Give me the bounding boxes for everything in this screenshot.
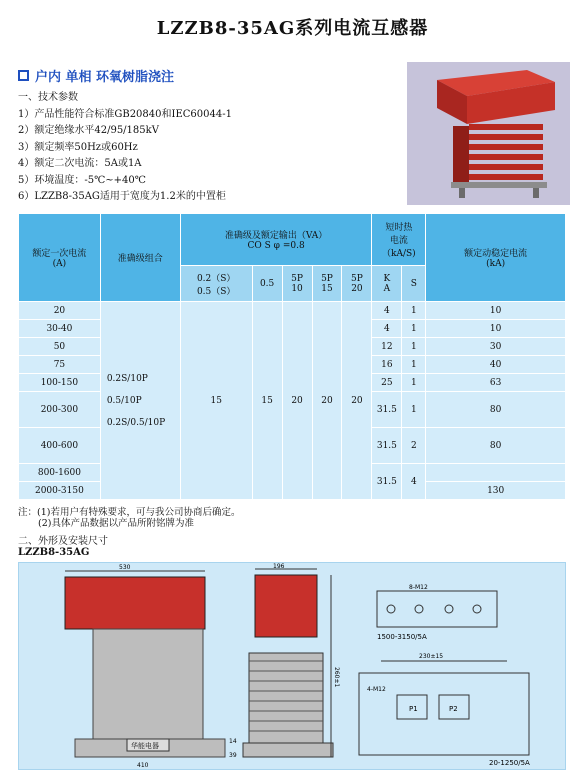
cell-dyn: 130: [426, 482, 566, 500]
side-cap: [255, 575, 317, 637]
cell-dyn: 30: [426, 338, 566, 356]
cell-ka: 12: [372, 338, 402, 356]
note-line: 注：(1)若用户有特殊要求，可与我公司协商后确定。: [18, 507, 241, 518]
cell-dyn-empty: [426, 464, 566, 482]
spec-line: 1）产品性能符合标准GB20840和IEC60044-1: [18, 108, 232, 120]
sub-5p15: [312, 266, 342, 302]
dim-39: 39: [229, 752, 237, 759]
p1-label: P1: [409, 705, 418, 713]
plate-label: 华能电器: [131, 742, 159, 750]
cell-s: 1: [402, 392, 426, 428]
transformer-image: [407, 62, 570, 205]
subtitle-text: 户内 单相 环氧树脂浇注: [35, 70, 175, 85]
cell-s: 4: [402, 464, 426, 500]
sub-label: 5P: [291, 273, 303, 284]
cell-current: 100-150: [19, 374, 101, 392]
sub-label: 20: [351, 283, 363, 294]
sub-ka: [372, 266, 402, 302]
cell-dyn: 10: [426, 302, 566, 320]
sub-02s: [180, 266, 252, 302]
header-short-time: 短时热 电流 （kA/S): [372, 214, 426, 266]
m12-label: 4-M12: [367, 686, 386, 693]
section-heading: 一、技术参数: [18, 92, 78, 103]
dim-top: 530: [119, 564, 131, 571]
cell-current: 75: [19, 356, 101, 374]
spec-line: 5）环境温度：-5℃~+40℃: [18, 174, 146, 186]
front-top-cap: [65, 577, 205, 629]
cell-current: 50: [19, 338, 101, 356]
section-heading-2: 二、外形及安装尺寸: [18, 536, 108, 547]
cell-dyn: 80: [426, 392, 566, 428]
header-output-label: 准确级及额定输出（VA）: [224, 231, 328, 241]
sub-05: 0.5: [252, 266, 282, 302]
cell-current: 400-600: [19, 428, 101, 464]
spec-line: 6）LZZB8-35AG适用于宽度为1.2米的中置柜: [18, 191, 226, 202]
sub-label: 0.2（S）: [196, 273, 236, 284]
cell-out: 15: [252, 302, 282, 500]
p2-label: P2: [449, 705, 458, 713]
front-body: [93, 629, 203, 739]
sub-label: 5P: [321, 273, 333, 284]
spec-section: [18, 90, 232, 206]
cell-ka: 31.5: [372, 464, 402, 500]
cell-ka: 4: [372, 302, 402, 320]
spec-line: 4）额定二次电流：5A或1A: [18, 158, 142, 169]
sub-label: K: [383, 273, 391, 284]
dim-260: 260±1: [333, 667, 340, 688]
sub-label: A: [383, 283, 391, 294]
spec-table: [18, 213, 566, 500]
sub-s: S: [402, 266, 426, 302]
model-label: LZZB8-35AG: [18, 547, 90, 558]
sub-label: 10: [291, 283, 303, 294]
sub-label: 0.5（S）: [196, 286, 236, 297]
cell-current: 800-1600: [19, 464, 101, 482]
header-cos: CO S φ =0.8: [247, 241, 305, 251]
dimension-drawing: [18, 562, 566, 770]
sub-5p10: [282, 266, 312, 302]
range-2: 20-1250/5A: [489, 759, 530, 767]
note-line: (2)具体产品数据以产品所附铭牌为准: [38, 518, 194, 529]
header-dynamic: 额定动稳定电流 (kA): [426, 214, 566, 302]
cell-ka: 16: [372, 356, 402, 374]
spec-line: 2）额定绝缘水平42/95/185kV: [18, 125, 159, 136]
cell-out: 20: [342, 302, 372, 500]
cell-current: 20: [19, 302, 101, 320]
cell-out: 15: [180, 302, 252, 500]
cell-s: 1: [402, 374, 426, 392]
side-body: [249, 653, 323, 743]
combo-line: 0.2S/10P: [106, 373, 148, 384]
cell-out: 20: [312, 302, 342, 500]
square-bullet-icon: [18, 70, 29, 81]
cell-current: 30-40: [19, 320, 101, 338]
cell-current: 200-300: [19, 392, 101, 428]
sub-label: 5P: [351, 273, 363, 284]
product-photo: [407, 62, 570, 205]
cell-s: 1: [402, 338, 426, 356]
sub-5p20: [342, 266, 372, 302]
dim-14: 14: [229, 738, 237, 745]
cell-s: 1: [402, 320, 426, 338]
cell-s: 1: [402, 302, 426, 320]
range-1: 1500-3150/5A: [377, 633, 427, 641]
cell-out: 20: [282, 302, 312, 500]
cell-ka: 31.5: [372, 392, 402, 428]
hole-label: 8-M12: [409, 584, 428, 591]
cell-ka: 4: [372, 320, 402, 338]
cell-combo: [100, 302, 180, 500]
cell-dyn: 80: [426, 428, 566, 464]
cell-s: 2: [402, 428, 426, 464]
dim-410: 410: [137, 762, 149, 769]
cell-dyn: 63: [426, 374, 566, 392]
combo-line: 0.5/10P: [106, 395, 142, 406]
dim-230: 230±15: [419, 653, 444, 660]
combo-line: 0.2S/0.5/10P: [106, 417, 166, 428]
cell-s: 1: [402, 356, 426, 374]
page-title: LZZB8-35AG系列电流互感器: [156, 18, 429, 39]
sub-label: 15: [321, 283, 333, 294]
cell-dyn: 40: [426, 356, 566, 374]
dim-side: 196: [273, 563, 285, 570]
cell-ka: 31.5: [372, 428, 402, 464]
cell-dyn: 10: [426, 320, 566, 338]
header-primary-current: 额定一次电流 (A): [19, 214, 101, 302]
spec-line: 3）额定频率50Hz或60Hz: [18, 141, 138, 153]
notes: [18, 507, 240, 529]
header-output: [180, 214, 372, 266]
header-accuracy-combo: 准确级组合: [100, 214, 180, 302]
subtitle: [18, 66, 174, 85]
outline-drawing: [19, 563, 567, 771]
cell-current: 2000-3150: [19, 482, 101, 500]
cell-ka: 25: [372, 374, 402, 392]
